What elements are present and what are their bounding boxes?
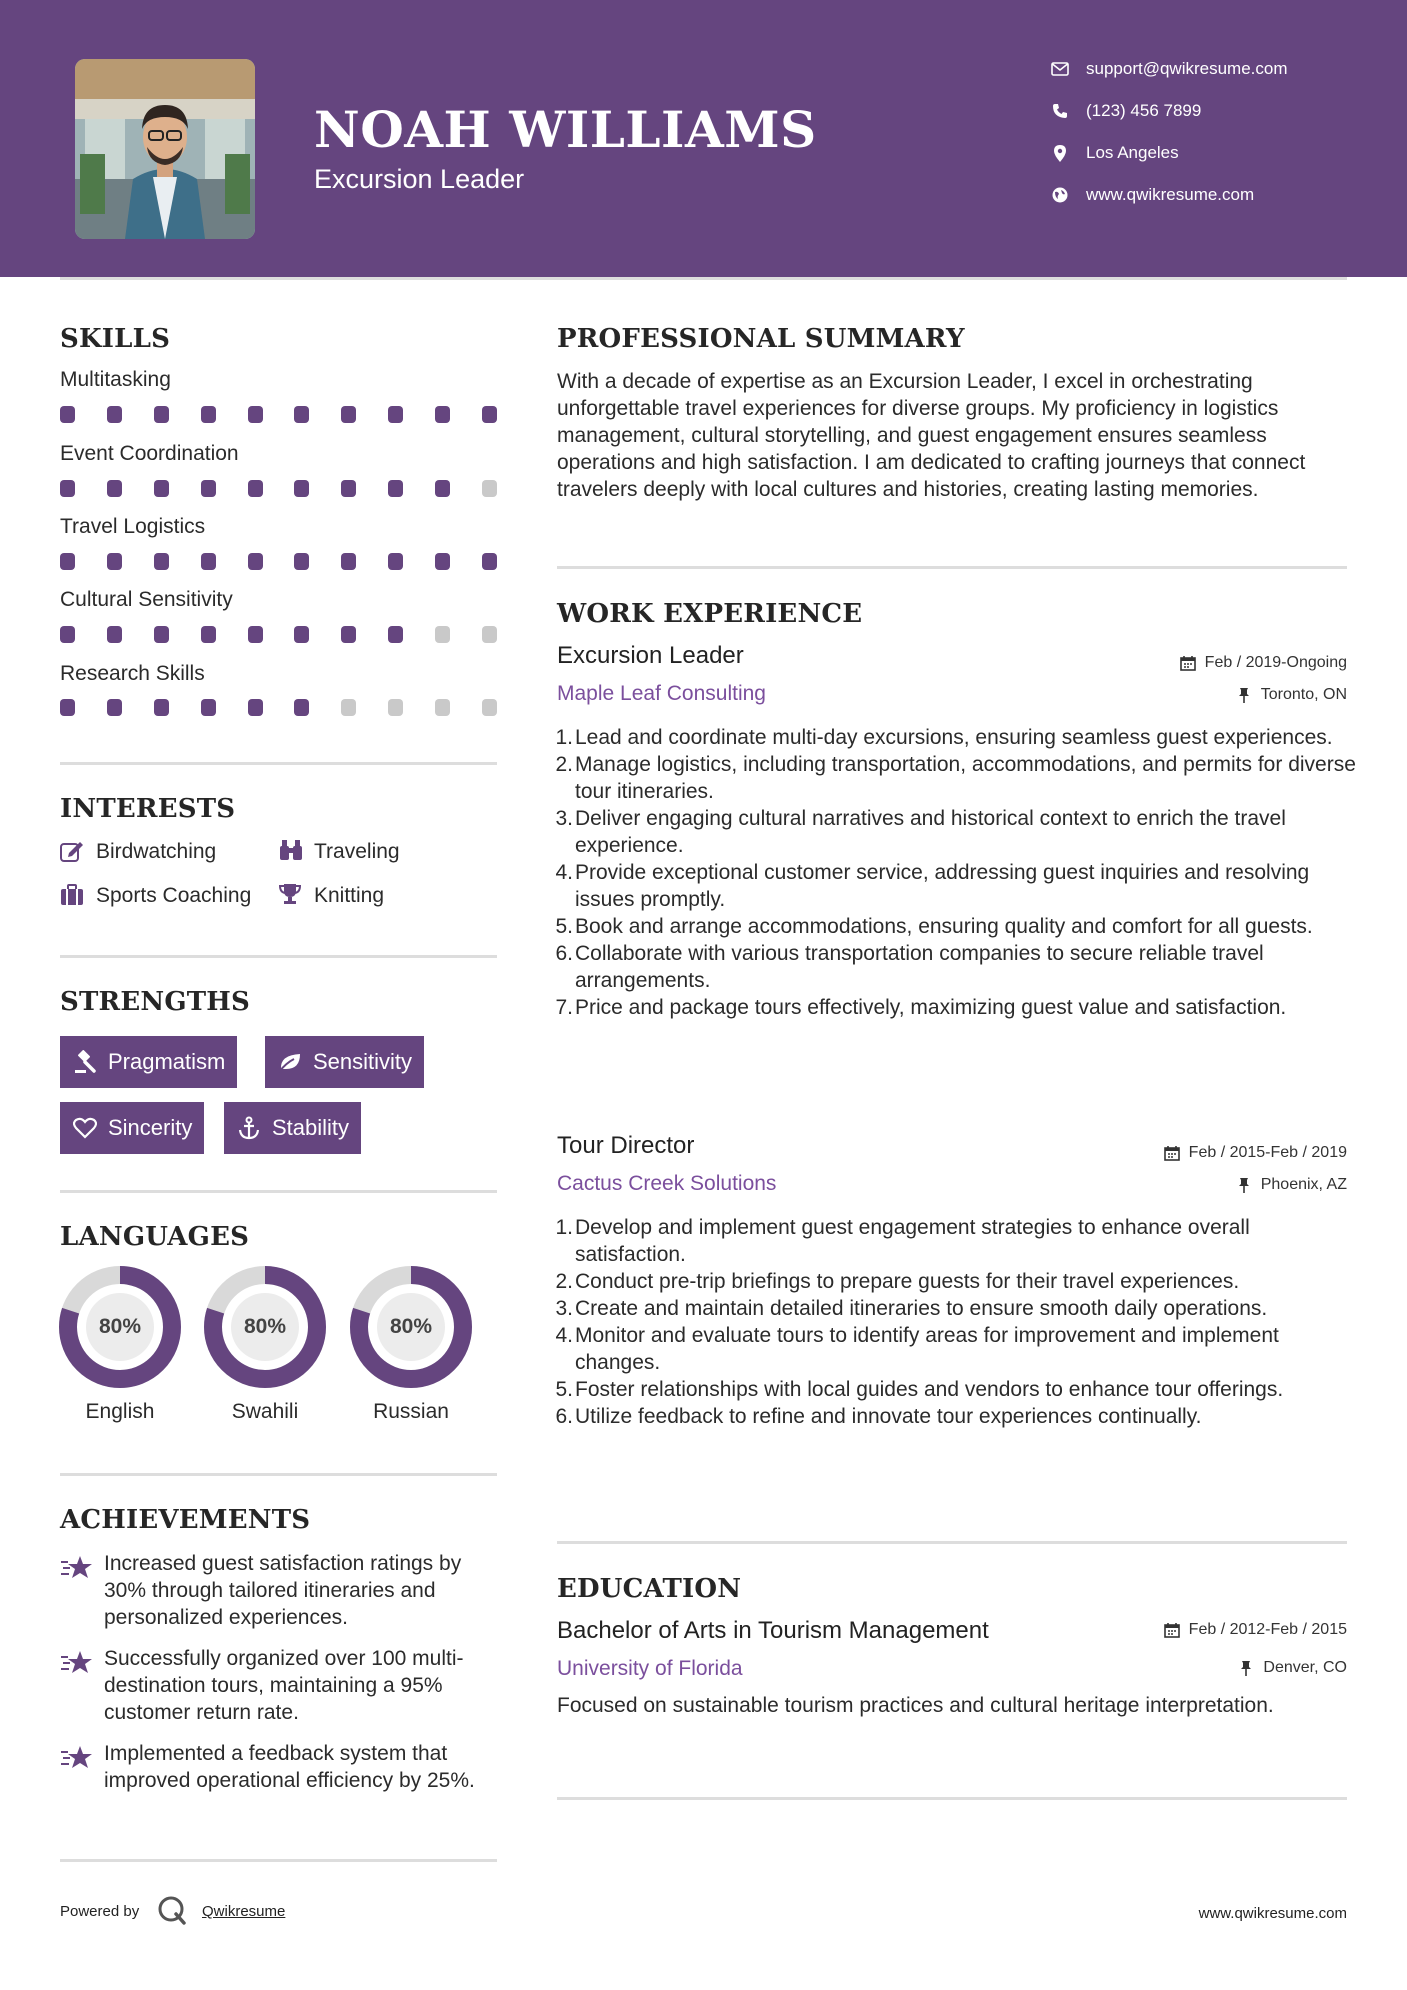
resume-header <box>0 0 1407 277</box>
responsibility-text: Create and maintain detailed itineraries to ensure smooth daily operations. <box>575 1297 1268 1320</box>
skill-dot-filled <box>201 406 216 423</box>
skill-dot-filled <box>60 480 75 497</box>
list-number: 1. <box>555 726 573 749</box>
skill-dot-filled <box>60 699 75 716</box>
star-medal-icon <box>60 1649 94 1679</box>
responsibility-item <box>557 1376 1357 1403</box>
strength-tag <box>60 1036 237 1088</box>
responsibility-text: Conduct pre-trip briefings to prepare guests for their travel experiences. <box>575 1270 1240 1293</box>
responsibility-item <box>557 1322 1357 1376</box>
skill-name: Event Coordination <box>60 442 239 465</box>
strength-tag <box>60 1102 204 1154</box>
skill-dot-filled <box>60 626 75 643</box>
skill-dot-empty <box>341 699 356 716</box>
pushpin-icon <box>1237 1659 1255 1677</box>
responsibility-text: Price and package tours effectively, maximizing guest value and satisfaction. <box>575 996 1287 1019</box>
candidate-title: Excursion Leader <box>314 164 525 194</box>
gavel-icon <box>72 1049 98 1075</box>
skill-dot-filled <box>107 553 122 570</box>
job-title: Excursion Leader <box>557 642 744 669</box>
education-dates <box>1163 1619 1347 1641</box>
skill-dot-filled <box>294 553 309 570</box>
skill-dot-empty <box>482 480 497 497</box>
pushpin-icon <box>1235 686 1253 704</box>
responsibility-item <box>557 1214 1357 1268</box>
candidate-name: NOAH WILLIAMS <box>314 100 817 159</box>
strength-label: Sensitivity <box>313 1049 413 1074</box>
skill-rating <box>60 626 497 644</box>
leaf-icon <box>277 1049 303 1075</box>
achievements-heading: ACHIEVEMENTS <box>60 1505 311 1535</box>
skill-dot-filled <box>294 480 309 497</box>
profile-photo <box>75 59 255 239</box>
section-divider <box>557 1541 1347 1544</box>
responsibility-item <box>557 994 1357 1021</box>
calendar-icon <box>1163 1621 1181 1639</box>
education-description: Focused on sustainable tourism practices and cultural heritage interpretation. <box>557 1694 1274 1717</box>
language-name: Russian <box>373 1400 449 1423</box>
achievement-item <box>60 1645 500 1729</box>
responsibility-item <box>557 940 1357 994</box>
skill-dot-filled <box>107 699 122 716</box>
section-divider <box>60 762 497 765</box>
skill-dot-filled <box>435 406 450 423</box>
skill-name: Research Skills <box>60 662 205 685</box>
language-percent: 80% <box>243 1315 287 1338</box>
company-name: Cactus Creek Solutions <box>557 1172 777 1195</box>
calendar-icon <box>1163 1144 1181 1162</box>
pencil-square-icon <box>60 840 84 867</box>
list-number: 3. <box>555 807 573 830</box>
contact-phone[interactable] <box>1050 96 1370 126</box>
skill-dot-filled <box>294 699 309 716</box>
location-pin-icon <box>1050 143 1070 163</box>
list-number: 6. <box>555 1405 573 1428</box>
achievement-text: Increased guest satisfaction ratings by 30% through tailored itineraries and personalized experiences. <box>104 1552 462 1629</box>
contact-email[interactable] <box>1050 54 1370 84</box>
responsibility-text: Book and arrange accommodations, ensuring quality and comfort for all guests. <box>575 915 1313 938</box>
list-number: 4. <box>555 861 573 884</box>
skill-dot-filled <box>201 626 216 643</box>
education-dates-text: Feb / 2012-Feb / 2015 <box>1188 1621 1347 1638</box>
languages-heading: LANGUAGES <box>60 1222 250 1252</box>
interests-heading: INTERESTS <box>60 794 236 824</box>
responsibility-item <box>557 1268 1357 1295</box>
job-dates-text: Feb / 2015-Feb / 2019 <box>1188 1144 1347 1161</box>
responsibility-item <box>557 1295 1357 1322</box>
achievement-item <box>60 1740 500 1824</box>
skill-dot-filled <box>107 406 122 423</box>
skill-dot-filled <box>388 553 403 570</box>
skill-dot-filled <box>388 626 403 643</box>
powered-by-label: Powered by <box>60 1903 140 1920</box>
section-divider <box>60 1859 497 1862</box>
responsibility-text: Collaborate with various transportation companies to secure reliable travel arrangements. <box>575 942 1264 992</box>
responsibility-text: Utilize feedback to refine and innovate tour experiences continually. <box>575 1405 1202 1428</box>
header-divider <box>60 277 1347 280</box>
section-divider <box>60 1473 497 1476</box>
skill-dot-filled <box>248 553 263 570</box>
responsibility-item <box>557 859 1357 913</box>
skill-dot-filled <box>341 480 356 497</box>
experience-heading: WORK EXPERIENCE <box>557 599 863 629</box>
skill-name: Multitasking <box>60 368 171 391</box>
trophy-icon <box>278 883 302 910</box>
strength-tag <box>224 1102 361 1154</box>
strength-label: Stability <box>272 1115 350 1140</box>
responsibility-text: Monitor and evaluate tours to identify areas for improvement and implement changes. <box>575 1324 1279 1374</box>
responsibility-text: Lead and coordinate multi-day excursions, ensuring seamless guest experiences. <box>575 726 1333 749</box>
language-item <box>59 1266 181 1424</box>
job-location <box>1235 684 1347 706</box>
language-percent: 80% <box>389 1315 433 1338</box>
skill-dot-filled <box>201 553 216 570</box>
strength-label: Sincerity <box>108 1115 193 1140</box>
contact-location <box>1050 138 1370 168</box>
skill-rating <box>60 480 497 498</box>
company-name: Maple Leaf Consulting <box>557 682 766 705</box>
degree-title: Bachelor of Arts in Tourism Management <box>557 1617 989 1644</box>
skill-dot-filled <box>154 406 169 423</box>
contact-website-text: www.qwikresume.com <box>1086 185 1255 204</box>
contact-website[interactable] <box>1050 180 1370 210</box>
envelope-icon <box>1050 59 1070 79</box>
footer-website[interactable]: www.qwikresume.com <box>1198 1905 1347 1922</box>
responsibility-text: Develop and implement guest engagement strategies to enhance overall satisfaction. <box>575 1216 1250 1266</box>
skill-dot-filled <box>341 553 356 570</box>
skill-dot-filled <box>482 406 497 423</box>
section-divider <box>557 566 1347 569</box>
summary-text: With a decade of expertise as an Excursion Leader, I excel in orchestrating unforgettable travel experiences for diverse groups. My proficiency in logistics management, cultural storytelling, and guest engagement ensures seamless operations and high satisfaction. I am dedicated to crafting journeys that connect travelers deeply with local cultures and histories, creating lasting memories. <box>557 370 1306 501</box>
skill-dot-filled <box>248 406 263 423</box>
achievement-item <box>60 1550 500 1634</box>
job-title: Tour Director <box>557 1132 695 1159</box>
skill-name: Travel Logistics <box>60 515 206 538</box>
responsibility-item <box>557 751 1357 805</box>
summary-heading: PROFESSIONAL SUMMARY <box>557 324 965 354</box>
job-location-text: Toronto, ON <box>1260 686 1347 703</box>
list-number: 4. <box>555 1324 573 1347</box>
contact-location-text: Los Angeles <box>1086 143 1179 162</box>
skill-name: Cultural Sensitivity <box>60 588 233 611</box>
skill-dot-filled <box>294 406 309 423</box>
job-dates <box>1163 1142 1347 1164</box>
interest-label: Birdwatching <box>96 840 217 863</box>
education-heading: EDUCATION <box>557 1574 742 1604</box>
achievement-text: Implemented a feedback system that improved operational efficiency by 25%. <box>104 1742 475 1792</box>
skill-dot-empty <box>482 699 497 716</box>
responsibility-item <box>557 1403 1357 1430</box>
list-number: 6. <box>555 942 573 965</box>
skill-dot-filled <box>60 553 75 570</box>
list-number: 5. <box>555 1378 573 1401</box>
skill-dot-empty <box>388 699 403 716</box>
interest-label: Traveling <box>314 840 400 863</box>
list-number: 2. <box>555 1270 573 1293</box>
skill-dot-filled <box>435 480 450 497</box>
job-location-text: Phoenix, AZ <box>1260 1176 1347 1193</box>
language-name: English <box>85 1400 155 1423</box>
responsibility-text: Manage logistics, including transportation, accommodations, and permits for diverse tour itineraries. <box>575 753 1356 803</box>
skill-dot-filled <box>201 480 216 497</box>
section-divider <box>557 1797 1347 1800</box>
qwikresume-link[interactable]: Qwikresume <box>202 1903 286 1920</box>
skill-dot-filled <box>482 553 497 570</box>
interest-label: Sports Coaching <box>96 884 252 907</box>
job-dates-text: Feb / 2019-Ongoing <box>1204 654 1347 671</box>
star-medal-icon <box>60 1744 94 1774</box>
list-number: 7. <box>555 996 573 1019</box>
education-location <box>1237 1657 1347 1679</box>
skill-dot-empty <box>435 699 450 716</box>
calendar-icon <box>1179 654 1197 672</box>
responsibility-text: Foster relationships with local guides and vendors to enhance tour offerings. <box>575 1378 1284 1401</box>
suitcase-icon <box>60 884 84 911</box>
skill-dot-filled <box>107 626 122 643</box>
skill-dot-filled <box>154 626 169 643</box>
achievement-text: Successfully organized over 100 multi-destination tours, maintaining a 95% customer return rate. <box>104 1647 464 1724</box>
responsibility-text: Provide exceptional customer service, addressing guest inquiries and resolving issues promptly. <box>575 861 1310 911</box>
skill-dot-filled <box>201 699 216 716</box>
school-name: University of Florida <box>557 1657 743 1680</box>
skill-rating <box>60 553 497 571</box>
skill-dot-filled <box>154 553 169 570</box>
skill-dot-filled <box>388 480 403 497</box>
phone-icon <box>1050 101 1070 121</box>
skill-dot-filled <box>154 699 169 716</box>
language-item <box>204 1266 326 1424</box>
section-divider <box>60 1190 497 1193</box>
skill-dot-filled <box>60 406 75 423</box>
job-dates <box>1179 652 1347 674</box>
contact-email-text: support@qwikresume.com <box>1086 59 1288 78</box>
skill-dot-filled <box>294 626 309 643</box>
responsibility-item <box>557 805 1357 859</box>
contact-phone-text: (123) 456 7899 <box>1086 101 1202 120</box>
language-item <box>350 1266 472 1424</box>
pushpin-icon <box>1235 1176 1253 1194</box>
language-percent: 80% <box>98 1315 142 1338</box>
skill-rating <box>60 699 497 717</box>
skill-dot-filled <box>435 553 450 570</box>
skill-dot-filled <box>154 480 169 497</box>
skill-dot-empty <box>482 626 497 643</box>
skill-dot-filled <box>248 480 263 497</box>
skill-dot-filled <box>388 406 403 423</box>
star-medal-icon <box>60 1554 94 1584</box>
qwikresume-logo-icon <box>157 1895 187 1925</box>
list-number: 1. <box>555 1216 573 1239</box>
strengths-heading: STRENGTHS <box>60 987 251 1017</box>
responsibility-item <box>557 724 1357 751</box>
section-divider <box>60 955 497 958</box>
responsibility-list <box>557 724 1357 1021</box>
responsibility-list <box>557 1214 1357 1430</box>
language-name: Swahili <box>231 1400 299 1423</box>
responsibility-item <box>557 913 1357 940</box>
strength-tag <box>265 1036 424 1088</box>
interest-label: Knitting <box>314 884 385 907</box>
skill-dot-filled <box>341 626 356 643</box>
anchor-icon <box>236 1115 262 1141</box>
skills-heading: SKILLS <box>60 324 171 354</box>
responsibility-text: Deliver engaging cultural narratives and historical context to enrich the travel experience. <box>575 807 1286 857</box>
list-number: 2. <box>555 753 573 776</box>
heart-icon <box>72 1115 98 1141</box>
skill-dot-empty <box>435 626 450 643</box>
binoculars-icon <box>278 839 304 866</box>
job-location <box>1235 1174 1347 1196</box>
list-number: 5. <box>555 915 573 938</box>
strength-label: Pragmatism <box>108 1049 226 1074</box>
globe-icon <box>1050 185 1070 205</box>
skill-dot-filled <box>248 699 263 716</box>
skill-dot-filled <box>248 626 263 643</box>
skill-dot-filled <box>341 406 356 423</box>
list-number: 3. <box>555 1297 573 1320</box>
skill-dot-filled <box>107 480 122 497</box>
education-location-text: Denver, CO <box>1263 1659 1347 1676</box>
skill-rating <box>60 406 497 424</box>
